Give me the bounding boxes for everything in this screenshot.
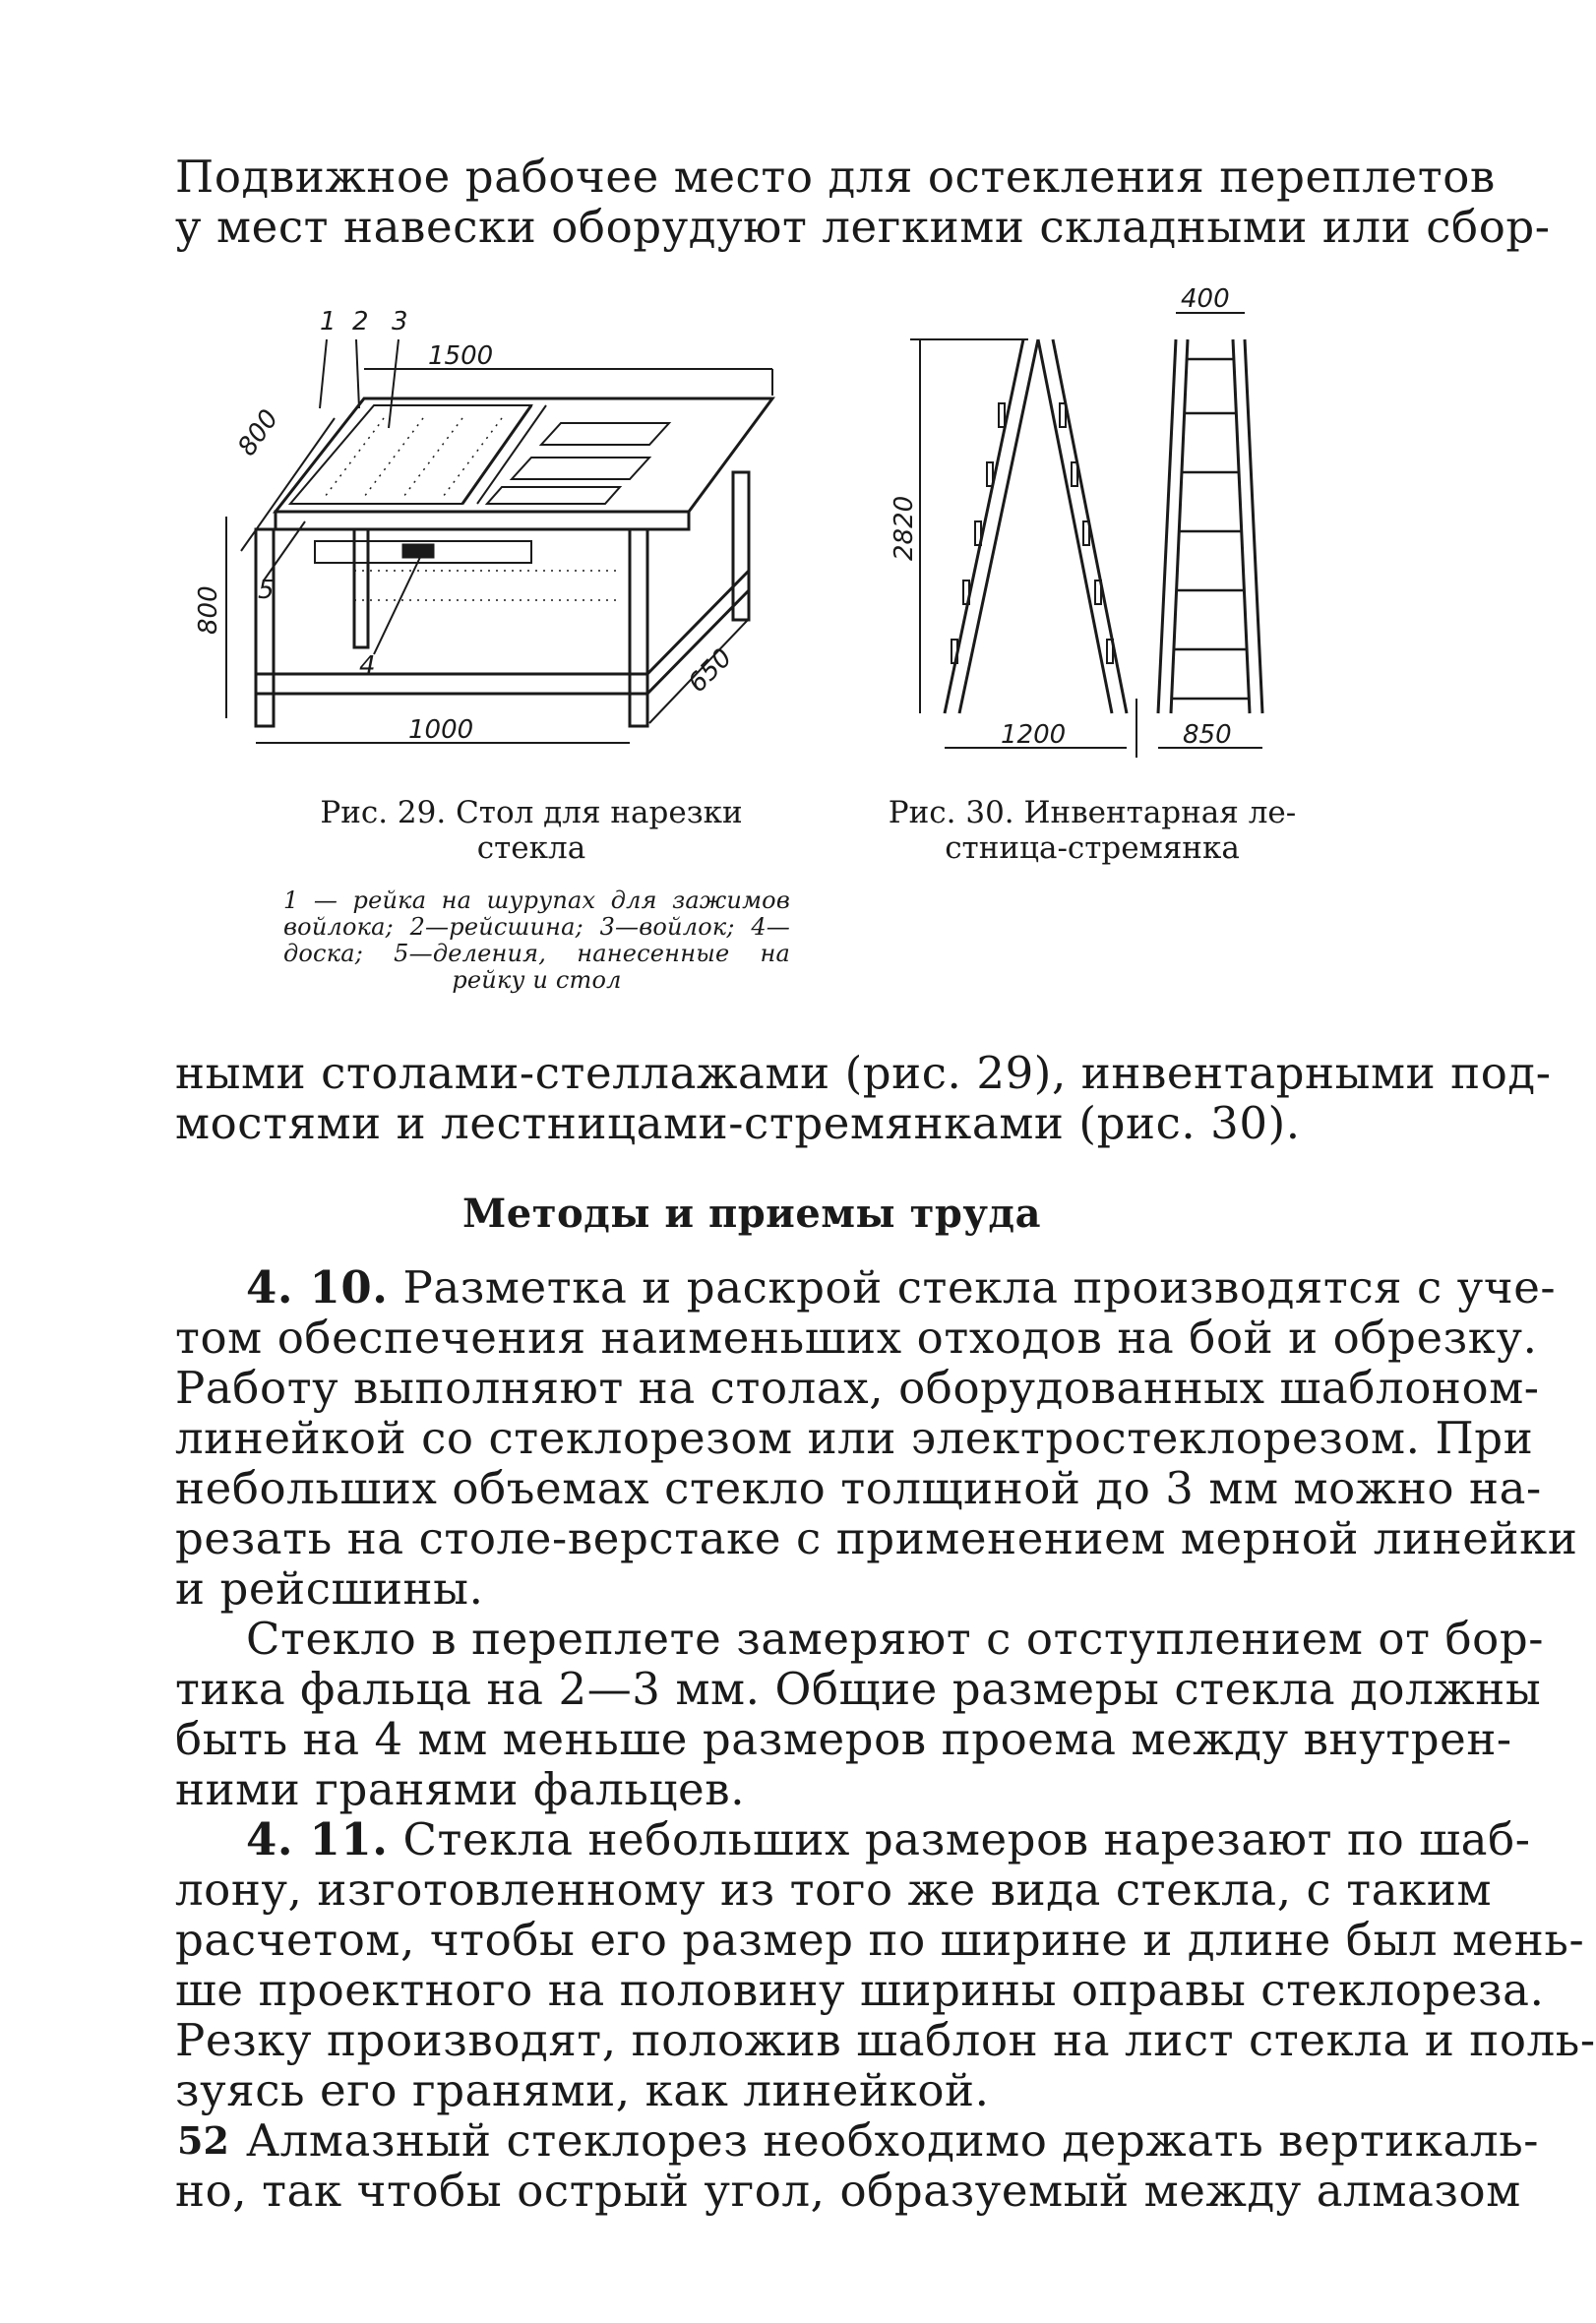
text-line: ними гранями фальцев. — [175, 1763, 746, 1815]
text-line: ными столами-стеллажами (рис. 29), инвентарными под- — [175, 1047, 1552, 1099]
dimension-650: 650 — [682, 642, 739, 699]
text-line: и рейсшины. — [175, 1562, 484, 1615]
callout-4: 4 — [359, 651, 376, 681]
figure-29-caption — [266, 795, 797, 866]
continued-paragraph — [175, 1047, 1552, 1149]
clause-number: 4. 10. — [246, 1261, 389, 1314]
text-fragment: Стекла небольших размеров нарезают по шаб- — [388, 1813, 1531, 1865]
text-line: небольших объемах стекло толщиной до 3 мм можно на- — [175, 1462, 1542, 1514]
text-fragment: Разметка и раскрой стекла производятся с уче- — [388, 1261, 1557, 1314]
text-line: расчетом, чтобы его размер по ширине и длине был мень- — [175, 1914, 1585, 1966]
legend-line: войлока; 2—рейсшина; 3—войлок; 4— — [283, 913, 790, 941]
page-number: 52 — [177, 2118, 229, 2163]
caption-line: Рис. 30. Инвентарная ле- — [888, 795, 1297, 830]
dimension-1500: 1500 — [428, 341, 494, 371]
legend-line: 1 — рейка на шурупах для зажимов — [283, 886, 790, 914]
text-line: тика фальца на 2—3 мм. Общие размеры стекла должны — [175, 1663, 1542, 1715]
section-heading: Методы и приемы труда — [461, 1191, 1042, 1237]
text-line: Подвижное рабочее место для остекления переплетов — [175, 151, 1496, 203]
text-line: резать на столе-верстаке с применением мерной линейки — [175, 1512, 1578, 1564]
callout-2: 2 — [352, 307, 369, 336]
callout-1: 1 — [320, 307, 337, 336]
figure-30-caption — [866, 795, 1319, 866]
text-line: но, так чтобы острый угол, образуемый между алмазом — [175, 2165, 1521, 2217]
text-line: Стекло в переплете замеряют с отступлением от бор- — [246, 1613, 1545, 1665]
text-line: Алмазный стеклорез необходимо держать вертикаль- — [246, 2114, 1540, 2167]
text-line — [175, 1813, 1531, 1865]
text-line: Резку производят, положив шаблон на лист стекла и поль- — [175, 2014, 1596, 2066]
callout-3: 3 — [392, 307, 408, 336]
text-line: у мест навески оборудуют легкими складными или сбор- — [175, 201, 1551, 253]
top-paragraph — [175, 151, 1551, 253]
text-line: Работу выполняют на столах, оборудованных шаблоном- — [175, 1362, 1540, 1414]
text-line: быть на 4 мм меньше размеров проема между внутрен- — [175, 1713, 1512, 1765]
text-line: ше проектного на половину ширины оправы стеклореза. — [175, 1964, 1545, 2016]
figure-29-table-drawing — [194, 285, 787, 748]
text-line: мостями и лестницами-стремянками (рис. 30). — [175, 1097, 1301, 1149]
dimension-1000: 1000 — [408, 715, 474, 745]
dimension-400: 400 — [1181, 284, 1230, 314]
clause-number: 4. 11. — [246, 1813, 389, 1865]
legend-line: рейку и стол — [452, 966, 622, 994]
text-line: зуясь его гранями, как линейкой. — [175, 2064, 990, 2116]
text-line — [175, 1261, 1557, 1314]
text-line: лону, изготовленному из того же вида стекла, с таким — [175, 1864, 1493, 1916]
dimension-800-width: 800 — [232, 404, 285, 462]
caption-line: Рис. 29. Стол для нарезки — [320, 795, 743, 830]
dimension-1200: 1200 — [1001, 720, 1067, 750]
dimension-850: 850 — [1183, 720, 1232, 750]
text-line: том обеспечения наименьших отходов на бой и обрезку. — [175, 1312, 1538, 1364]
caption-line: стница-стремянка — [945, 830, 1240, 866]
caption-line: стекла — [476, 830, 586, 866]
dimension-800-height: 800 — [194, 585, 223, 635]
text-line: линейкой со стеклорезом или электростеклорезом. При — [175, 1412, 1534, 1464]
callout-5: 5 — [258, 576, 275, 605]
dimension-2820: 2820 — [890, 495, 919, 561]
legend-line: доска; 5—деления, нанесенные на — [283, 940, 790, 967]
figure-29-legend — [283, 887, 790, 994]
figure-30-ladder-drawing — [890, 284, 1294, 767]
body-text — [175, 1261, 1596, 2217]
